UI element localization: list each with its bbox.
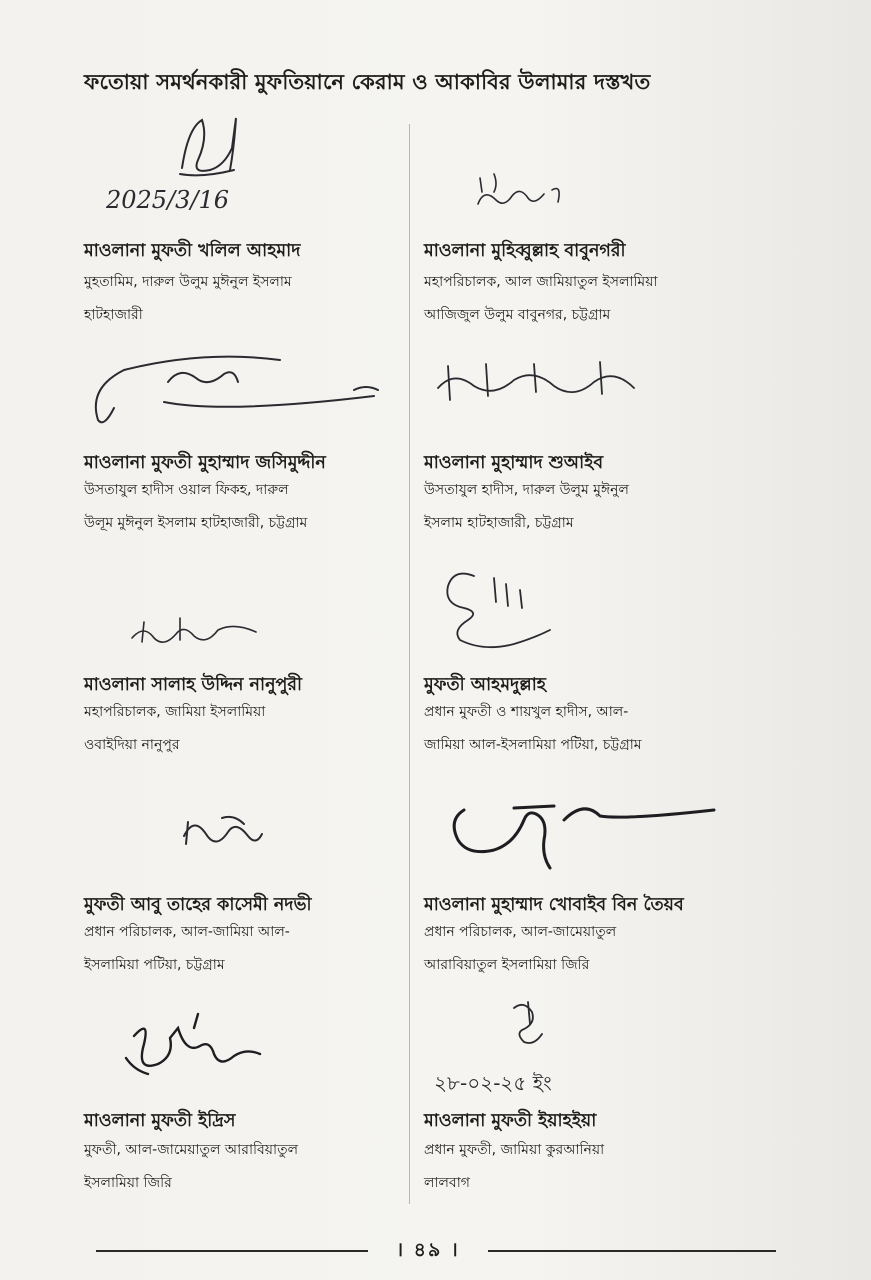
signatory-title: মুহতামিম, দারুল উলুম মুঈনুল ইসলাম হাটহাজারী	[84, 274, 292, 323]
handwritten-signature	[84, 780, 414, 890]
signature-date: 2025/3/16	[106, 186, 230, 214]
signatory-name: মাওলানা মুফতী ইয়াহইয়া	[424, 1111, 597, 1131]
handwritten-signature	[424, 780, 754, 890]
handwritten-signature	[84, 560, 414, 670]
signature-date: ২৮-০২-২৫ ইং	[434, 1071, 552, 1095]
signatory-title: মুফতী, আল-জামেয়াতুল আরাবিয়াতুল ইসলামিয়া জিরি	[84, 1142, 299, 1191]
signatory-title: প্রধান মুফতী ও শায়খুল হাদীস, আল- জামিয়া আল-ইসলামিয়া পটিয়া, চট্টগ্রাম	[424, 704, 642, 753]
page-number: । ৪৯ ।	[396, 1239, 460, 1261]
signatory-name: মুফতী আবু তাহের কাসেমী নদভী	[84, 895, 312, 915]
handwritten-signature	[84, 994, 414, 1104]
handwritten-signature	[84, 330, 414, 440]
signatory-name: মাওলানা মুফতী খলিল আহমাদ	[84, 241, 301, 261]
signatory-title: মহাপরিচালক, জামিয়া ইসলামিয়া ওবাইদিয়া নানুপুর	[84, 704, 266, 753]
signatory-name: মাওলানা মুহাম্মাদ শুআইব	[424, 453, 604, 473]
signatory-title: উসতাযুল হাদীস, দারুল উলুম মুঈনুল ইসলাম হাটহাজারী, চট্টগ্রাম	[424, 482, 629, 531]
signatory-name: মাওলানা মুহাম্মাদ খোবাইব বিন তৈয়ব	[424, 895, 684, 915]
signatory-title: প্রধান মুফতী, জামিয়া কুরআনিয়া লালবাগ	[424, 1142, 605, 1191]
signatory-name: মাওলানা মুফতী ইদ্রিস	[84, 1111, 236, 1131]
page-heading: ফতোয়া সমর্থনকারী মুফতিয়ানে কেরাম ও আকাবির উলামার দস্তখত	[84, 70, 651, 94]
signatory-name: মাওলানা সালাহ উদ্দিন নানুপুরী	[84, 675, 303, 695]
signatory-title: প্রধান পরিচালক, আল-জামিয়া আল- ইসলামিয়া পটিয়া, চট্টগ্রাম	[84, 924, 290, 973]
handwritten-signature	[424, 560, 754, 670]
signatory-title: মহাপরিচালক, আল জামিয়াতুল ইসলামিয়া আজিজুল উলুম বাবুনগর, চট্টগ্রাম	[424, 274, 658, 323]
footer-rule-right	[488, 1250, 776, 1252]
handwritten-signature	[424, 330, 754, 440]
footer-rule-left	[96, 1250, 368, 1252]
signatory-title: উসতাযুল হাদীস ওয়াল ফিকহ, দারুল উলূম মুঈনুল ইসলাম হাটহাজারী, চট্টগ্রাম	[84, 482, 308, 531]
signatory-name: মাওলানা মুহিব্বুল্লাহ বাবুনগরী	[424, 241, 626, 261]
handwritten-signature	[424, 108, 754, 218]
page-footer	[96, 1236, 776, 1266]
signatory-name: মুফতী আহমদুল্লাহ	[424, 675, 546, 695]
handwritten-signature	[84, 108, 414, 218]
signatory-name: মাওলানা মুফতী মুহাম্মাদ জসিমুদ্দীন	[84, 453, 326, 473]
signatory-title: প্রধান পরিচালক, আল-জামেয়াতুল আরাবিয়াতুল ইসলামিয়া জিরি	[424, 924, 617, 973]
handwritten-signature	[424, 994, 754, 1104]
